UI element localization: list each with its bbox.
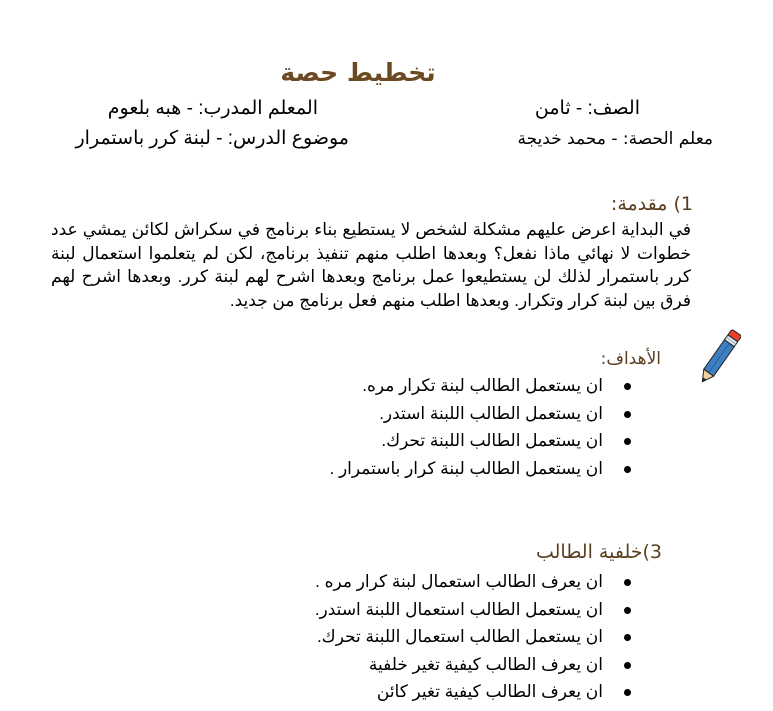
student-background-heading: 3)خلفية الطالب bbox=[535, 541, 662, 563]
grade-field: الصف: - ثامن bbox=[534, 98, 640, 119]
list-item: ان يعرف الطالب استعمال لبنة كرار مره . bbox=[315, 568, 631, 596]
trainer-field: المعلم المدرب: - هبه بلعوم bbox=[107, 98, 318, 119]
list-item: ان يستعمل الطالب لبنة كرار باستمرار . bbox=[330, 455, 632, 483]
intro-heading: 1) مقدمة: bbox=[610, 193, 693, 215]
list-item: ان يعرف الطالب كيفية تغير خلفية bbox=[315, 651, 631, 679]
list-item: ان يستعمل الطالب اللبنة استدر. bbox=[330, 400, 632, 428]
page-title: تخطيط حصة bbox=[280, 58, 436, 87]
goals-list bbox=[330, 372, 632, 482]
topic-field: موضوع الدرس: - لبنة كرر باستمرار bbox=[75, 128, 349, 149]
student-background-list bbox=[315, 568, 631, 706]
intro-paragraph: في البداية اعرض عليهم مشكلة لشخص لا يستطيع بناء برنامج في سكراش لكائن يمشي عدد خطوات لا نهائي ماذا نفعل؟ وبعدها اطلب منهم تنفيذ برنامج، لكن لم يتعلموا استعمال لبنة كرر باستمرار لذلك لن يستطيعوا عمل برنامج وبعدها اشرح لهم لبنة كرر. وبعدها اشرح لهم فرق بين لبنة كرار وتكرار. وبعدها اطلب منهم فعل برنامج من جديد. bbox=[51, 220, 691, 310]
list-item: ان يستعمل الطالب لبنة تكرار مره. bbox=[330, 372, 632, 400]
list-item: ان يعرف الطالب كيفية تغير كائن bbox=[315, 678, 631, 706]
list-item: ان يستعمل الطالب استعمال اللبنة استدر. bbox=[315, 596, 631, 624]
pencil-icon bbox=[697, 327, 741, 389]
teacher-field: معلم الحصة: - محمد خديجة bbox=[517, 129, 713, 149]
list-item: ان يستعمل الطالب استعمال اللبنة تحرك. bbox=[315, 623, 631, 651]
goals-heading: الأهداف: bbox=[600, 349, 661, 369]
list-item: ان يستعمل الطالب اللبنة تحرك. bbox=[330, 427, 632, 455]
